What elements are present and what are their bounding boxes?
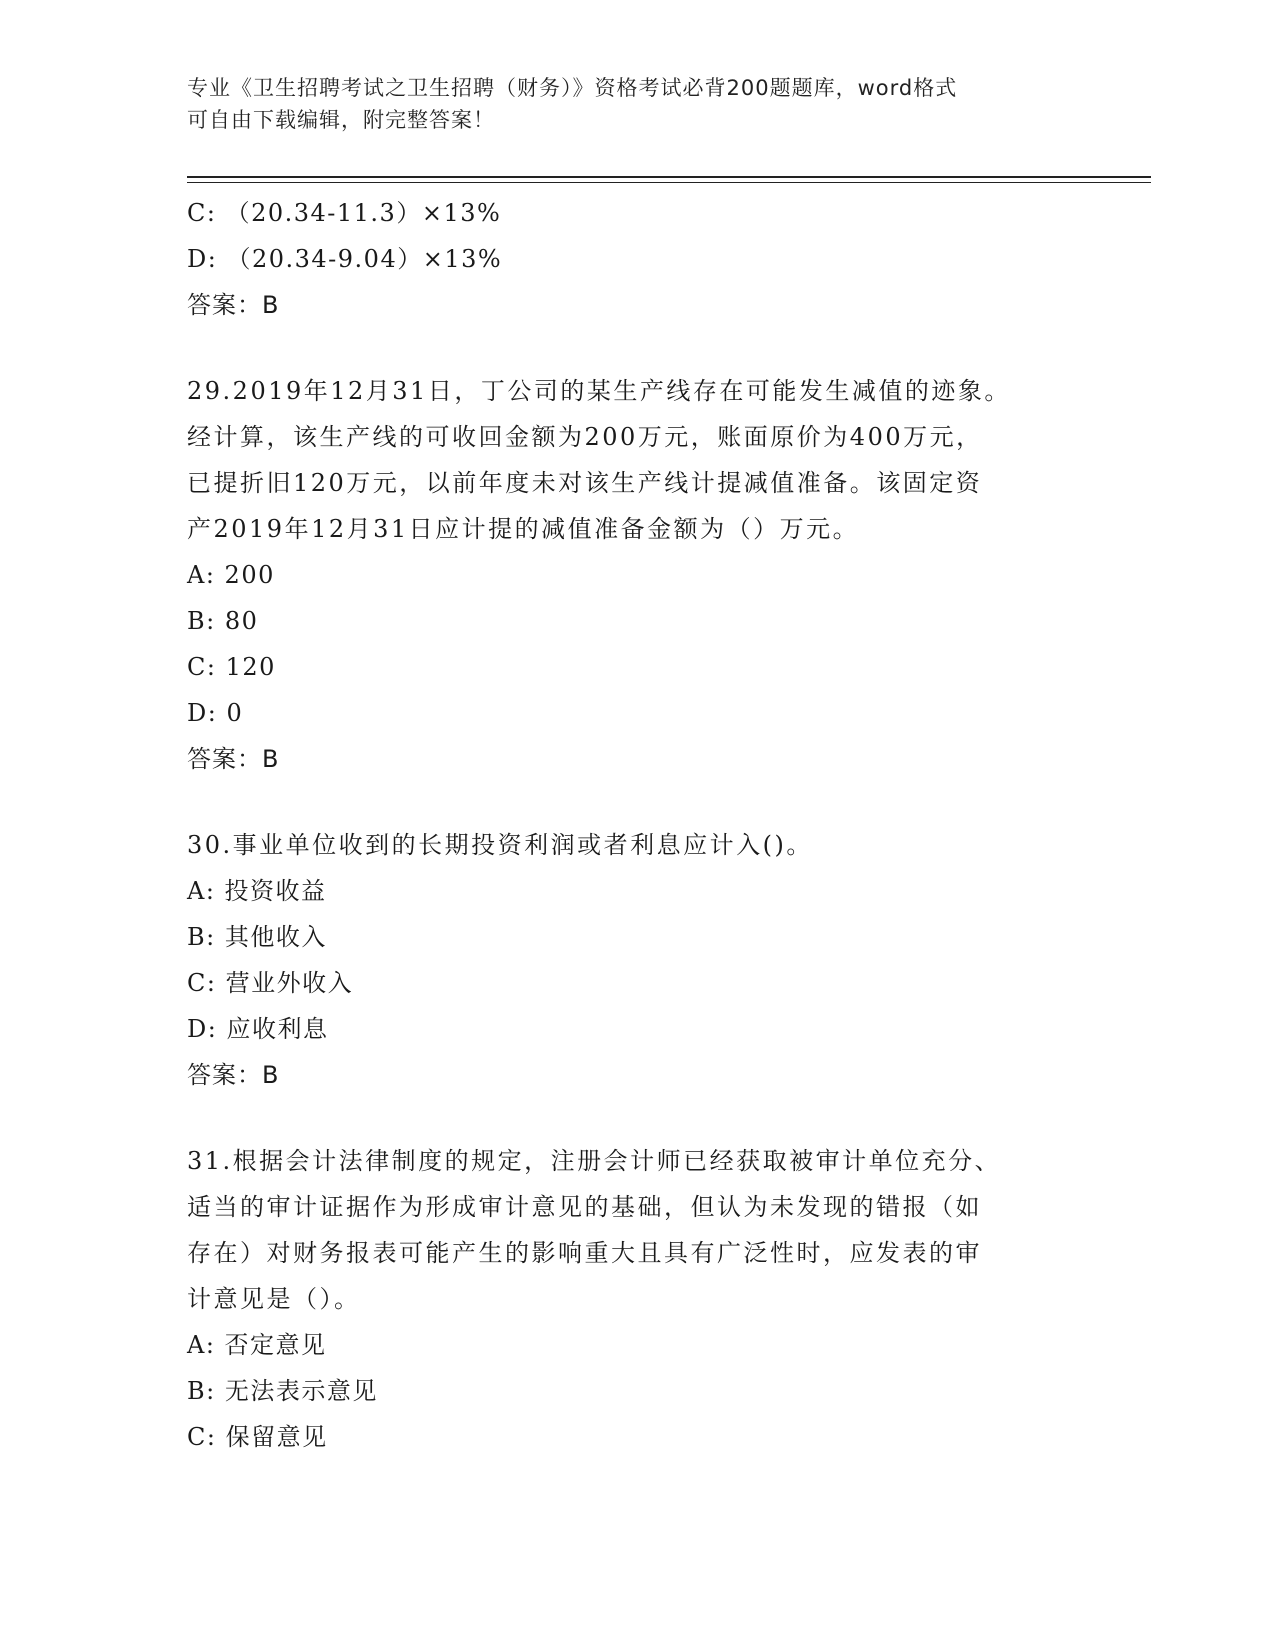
option-d: D: 0 <box>187 699 244 727</box>
question-31 <box>187 1138 1067 1460</box>
option-c: C: （20.34-11.3）×13% <box>187 199 502 227</box>
stem-line: 适当的审计证据作为形成审计意见的基础，但认为未发现的错报（如 <box>187 1193 982 1221</box>
stem-line: 经计算，该生产线的可收回金额为200万元，账面原价为400万元， <box>187 423 983 451</box>
option-d: D: （20.34-9.04）×13% <box>187 245 503 273</box>
option-c: C: 120 <box>187 653 276 681</box>
option-a: A: 投资收益 <box>187 877 327 905</box>
option-c: C: 保留意见 <box>187 1423 328 1451</box>
option-c: C: 营业外收入 <box>187 969 354 997</box>
stem-line: 已提折旧120万元，以前年度未对该生产线计提减值准备。该固定资 <box>187 469 983 497</box>
question-stem <box>187 368 1067 552</box>
stem-line: 31.根据会计法律制度的规定，注册会计师已经获取被审计单位充分、 <box>187 1147 1002 1175</box>
question-stem <box>187 822 1067 868</box>
prev-question-block <box>187 190 1067 328</box>
question-content <box>187 190 1067 1460</box>
document-header <box>187 72 1067 136</box>
header-title-line-1: 专业《卫生招聘考试之卫生招聘（财务）》资格考试必背200题题库，word格式 <box>187 76 958 100</box>
option-a: A: 否定意见 <box>187 1331 327 1359</box>
stem-line: 计意见是（）。 <box>187 1285 361 1313</box>
answer-line: 答案：B <box>187 745 280 773</box>
stem-line: 产2019年12月31日应计提的减值准备金额为（）万元。 <box>187 515 860 543</box>
question-stem <box>187 1138 1067 1322</box>
answer-line: 答案：B <box>187 1061 280 1089</box>
question-30 <box>187 822 1067 1098</box>
header-title-line-2: 可自由下载编辑，附完整答案！ <box>187 108 495 132</box>
option-b: B: 无法表示意见 <box>187 1377 378 1405</box>
header-rule-thick <box>187 176 1151 178</box>
stem-line: 存在）对财务报表可能产生的影响重大且具有广泛性时，应发表的审 <box>187 1239 982 1267</box>
option-a: A: 200 <box>187 561 275 589</box>
option-b: B: 80 <box>187 607 259 635</box>
option-d: D: 应收利息 <box>187 1015 329 1043</box>
answer-line: 答案：B <box>187 291 280 319</box>
stem-line: 29.2019年12月31日，丁公司的某生产线存在可能发生减值的迹象。 <box>187 377 1011 405</box>
question-29 <box>187 368 1067 782</box>
option-b: B: 其他收入 <box>187 923 327 951</box>
header-rule-thin <box>187 182 1151 183</box>
stem-line: 30.事业单位收到的长期投资利润或者利息应计入()。 <box>187 831 813 859</box>
